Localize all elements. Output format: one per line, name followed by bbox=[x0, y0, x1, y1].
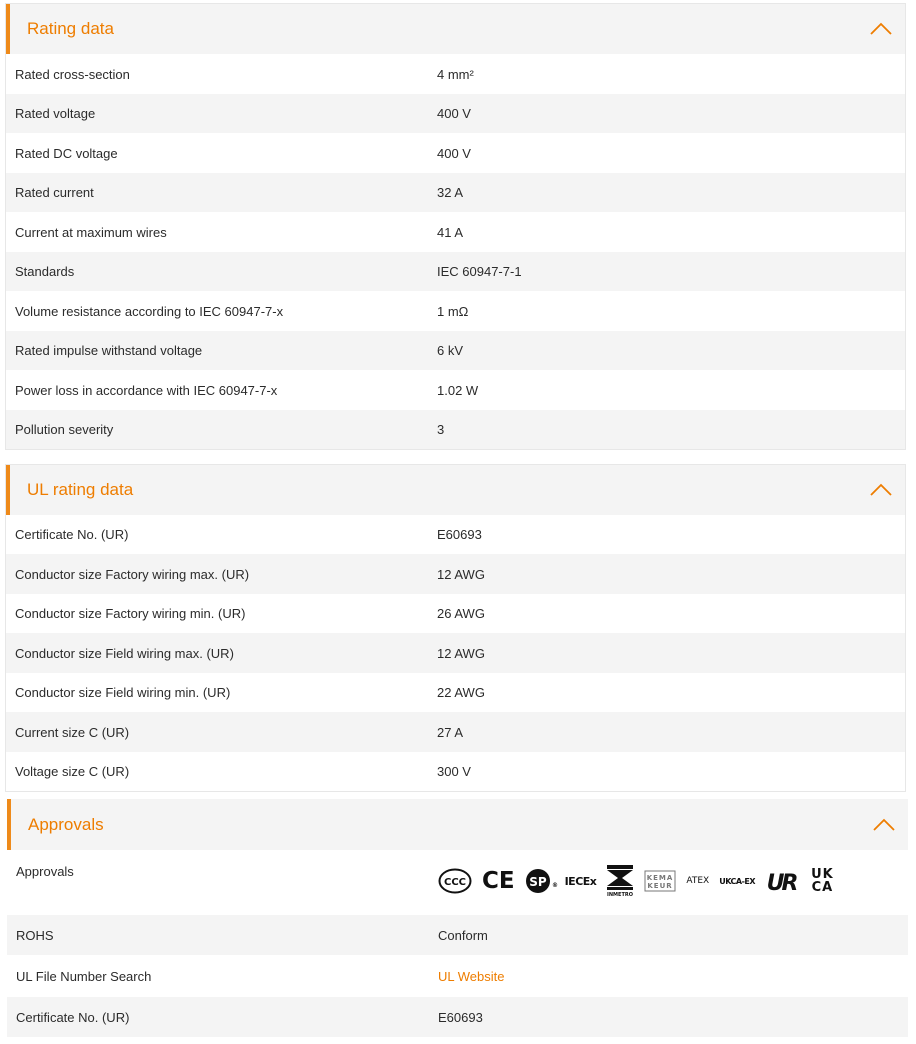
csa-logo-icon bbox=[525, 867, 558, 895]
atex-logo-icon: ATEX bbox=[686, 876, 710, 886]
inmetro-logo-icon bbox=[606, 864, 634, 898]
svg-text:KEMA: KEMA bbox=[647, 874, 674, 882]
ul-rating-data-section bbox=[5, 464, 906, 792]
row-label: Approvals bbox=[16, 864, 74, 879]
rohs-value: Conform bbox=[438, 927, 488, 943]
kema-keur-logo-icon bbox=[644, 870, 676, 892]
table-row bbox=[6, 54, 905, 94]
ukca-logo-icon bbox=[811, 868, 834, 894]
svg-text:KEUR: KEUR bbox=[647, 882, 674, 890]
table-row bbox=[7, 915, 908, 955]
row-value: 6 kV bbox=[437, 343, 464, 358]
table-row bbox=[6, 752, 905, 791]
ccc-text: CCC bbox=[443, 877, 467, 888]
cert-value: E60693 bbox=[438, 1009, 483, 1025]
table-row bbox=[6, 633, 905, 673]
table-row bbox=[6, 673, 905, 712]
table-row bbox=[6, 252, 905, 291]
row-value: 22 AWG bbox=[437, 685, 485, 700]
table-row bbox=[6, 94, 905, 133]
row-value: 1.02 W bbox=[437, 382, 479, 398]
row-label: Rated DC voltage bbox=[15, 145, 118, 161]
row-value: 300 V bbox=[437, 764, 471, 779]
chevron-up-icon[interactable] bbox=[869, 483, 893, 497]
ce-mark-icon: CE bbox=[482, 868, 515, 894]
row-label: Conductor size Factory wiring min. (UR) bbox=[15, 606, 246, 621]
row-label: Volume resistance according to IEC 60947-7-x bbox=[15, 303, 284, 319]
table-row bbox=[7, 997, 908, 1037]
ul-website-link[interactable]: UL Website bbox=[438, 968, 505, 984]
approvals-row bbox=[7, 850, 908, 915]
row-label: Certificate No. (UR) bbox=[15, 527, 129, 542]
row-value: 400 V bbox=[437, 145, 471, 161]
row-value: 4 mm² bbox=[437, 66, 474, 82]
approval-logos bbox=[438, 864, 908, 898]
table-row bbox=[6, 594, 905, 633]
table-row bbox=[6, 133, 905, 173]
row-value: 12 AWG bbox=[437, 645, 485, 661]
ukca-top-text: UK bbox=[811, 867, 834, 882]
table-row bbox=[6, 712, 905, 752]
row-value: E60693 bbox=[437, 527, 482, 542]
row-value: IEC 60947-7-1 bbox=[437, 264, 522, 279]
ukca-bottom-text: CA bbox=[811, 880, 834, 895]
row-label: Conductor size Field wiring min. (UR) bbox=[15, 685, 231, 700]
rating-data-section bbox=[5, 3, 906, 450]
row-label: Rated cross-section bbox=[15, 66, 130, 82]
ccc-logo-icon bbox=[438, 868, 472, 894]
table-row bbox=[6, 291, 905, 331]
row-value: 27 A bbox=[437, 724, 464, 740]
row-label: Conductor size Factory wiring max. (UR) bbox=[15, 566, 250, 582]
table-row bbox=[6, 515, 905, 554]
table-row bbox=[6, 554, 905, 594]
cert-label: Certificate No. (UR) bbox=[16, 1009, 130, 1025]
ul-search-label: UL File Number Search bbox=[16, 968, 152, 984]
table-row bbox=[6, 173, 905, 212]
row-label: Conductor size Field wiring max. (UR) bbox=[15, 645, 234, 661]
csa-text: SP bbox=[528, 875, 547, 889]
row-label: Standards bbox=[15, 264, 75, 279]
row-value: 12 AWG bbox=[437, 566, 485, 582]
row-value: 1 mΩ bbox=[437, 303, 469, 319]
ukca-ex-logo-icon: UKCA-EX bbox=[719, 876, 756, 886]
iecex-logo-icon: IECEx bbox=[564, 874, 597, 888]
approvals-header[interactable] bbox=[7, 799, 908, 850]
row-value: 400 V bbox=[437, 106, 471, 121]
chevron-up-icon[interactable] bbox=[872, 818, 896, 832]
inmetro-text: INMETRO bbox=[607, 892, 634, 898]
ur-text: UR bbox=[766, 871, 796, 896]
row-value: 26 AWG bbox=[437, 606, 485, 621]
row-label: Current at maximum wires bbox=[15, 224, 167, 240]
row-value: 41 A bbox=[437, 224, 464, 240]
ul-rating-data-header[interactable] bbox=[6, 465, 905, 515]
chevron-up-icon[interactable] bbox=[869, 22, 893, 36]
ul-recognized-logo-icon bbox=[765, 868, 801, 894]
row-label: Rated impulse withstand voltage bbox=[15, 343, 203, 358]
section-title: Approvals bbox=[28, 814, 104, 834]
table-row bbox=[6, 331, 905, 370]
table-row bbox=[7, 955, 908, 997]
table-row bbox=[6, 410, 905, 449]
rohs-label: ROHS bbox=[16, 927, 54, 943]
table-row bbox=[6, 370, 905, 410]
row-label: Pollution severity bbox=[15, 422, 114, 437]
section-title: Rating data bbox=[27, 19, 114, 38]
rating-data-header[interactable] bbox=[6, 4, 905, 54]
svg-text:®: ® bbox=[551, 882, 558, 889]
table-row bbox=[6, 212, 905, 252]
row-label: Current size C (UR) bbox=[15, 724, 130, 740]
row-value: 3 bbox=[437, 422, 445, 437]
row-label: Voltage size C (UR) bbox=[15, 764, 130, 779]
section-title: UL rating data bbox=[27, 480, 134, 499]
row-label: Power loss in accordance with IEC 60947-7-x bbox=[15, 382, 278, 398]
row-value: 32 A bbox=[437, 185, 464, 200]
row-label: Rated current bbox=[15, 185, 94, 200]
row-label: Rated voltage bbox=[15, 106, 96, 121]
approvals-section bbox=[7, 799, 908, 1039]
